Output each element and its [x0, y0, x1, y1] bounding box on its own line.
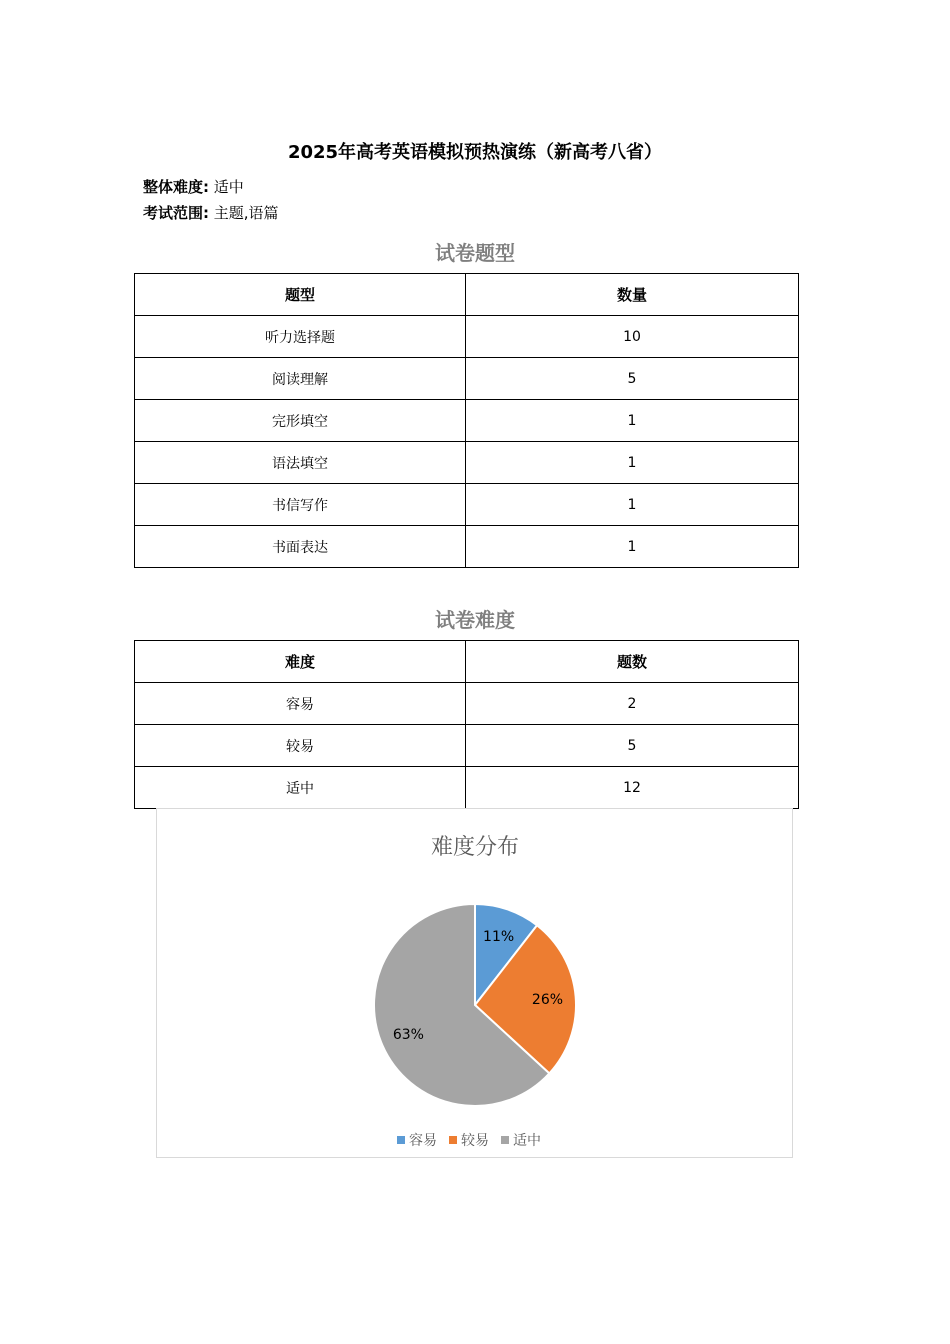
scope-label: 考试范围:: [143, 204, 209, 222]
count-cell: 5: [466, 358, 799, 400]
table-row: [135, 442, 799, 484]
scope-value: 主题,语篇: [213, 204, 279, 222]
legend-label: 容易: [409, 1133, 437, 1149]
count-cell: 10: [466, 316, 799, 358]
legend-label: 较易: [461, 1133, 489, 1149]
header-difficulty: 难度: [135, 641, 466, 683]
table-row: [135, 484, 799, 526]
table-row: [135, 358, 799, 400]
count-cell: 1: [466, 400, 799, 442]
question-types-heading: 试卷题型: [435, 241, 515, 265]
count-cell: 1: [466, 484, 799, 526]
header-question-count: 题数: [466, 641, 799, 683]
difficulty-chart: [156, 808, 793, 1158]
difficulty-cell: 较易: [135, 725, 466, 767]
count-cell: 5: [466, 725, 799, 767]
count-cell: 1: [466, 526, 799, 568]
table-row: [135, 400, 799, 442]
difficulty-cell: 容易: [135, 683, 466, 725]
legend-label: 适中: [513, 1133, 541, 1149]
pie-data-label: 26%: [531, 991, 564, 1008]
table-row: [135, 683, 799, 725]
count-cell: 2: [466, 683, 799, 725]
document-title: 2025年高考英语模拟预热演练（新高考八省）: [287, 142, 663, 163]
table-header-row: [135, 641, 799, 683]
type-cell: 语法填空: [135, 442, 466, 484]
difficulty-value: 适中: [213, 178, 244, 196]
table-row: [135, 316, 799, 358]
chart-title: 难度分布: [430, 835, 520, 860]
type-cell: 完形填空: [135, 400, 466, 442]
table-row: [135, 725, 799, 767]
pie-data-label: 11%: [483, 929, 515, 946]
difficulty-cell: 适中: [135, 767, 466, 809]
legend-swatch: [449, 1136, 457, 1144]
header-count: 数量: [466, 274, 799, 316]
difficulty-label: 整体难度:: [143, 178, 209, 196]
chart-legend: [397, 1132, 541, 1149]
exam-scope: [143, 202, 279, 223]
pie-data-label: 63%: [392, 1027, 424, 1044]
overall-difficulty: [143, 176, 244, 197]
header-type: 题型: [135, 274, 466, 316]
type-cell: 听力选择题: [135, 316, 466, 358]
type-cell: 书面表达: [135, 526, 466, 568]
table-row: [135, 526, 799, 568]
count-cell: 12: [466, 767, 799, 809]
difficulty-heading: 试卷难度: [435, 608, 515, 632]
type-cell: 书信写作: [135, 484, 466, 526]
table-row: [135, 767, 799, 809]
difficulty-table: [134, 640, 799, 809]
count-cell: 1: [466, 442, 799, 484]
table-header-row: [135, 274, 799, 316]
type-cell: 阅读理解: [135, 358, 466, 400]
pie-chart-svg: [157, 809, 794, 1159]
legend-swatch: [397, 1136, 405, 1144]
question-types-table: [134, 273, 799, 568]
legend-swatch: [501, 1136, 509, 1144]
